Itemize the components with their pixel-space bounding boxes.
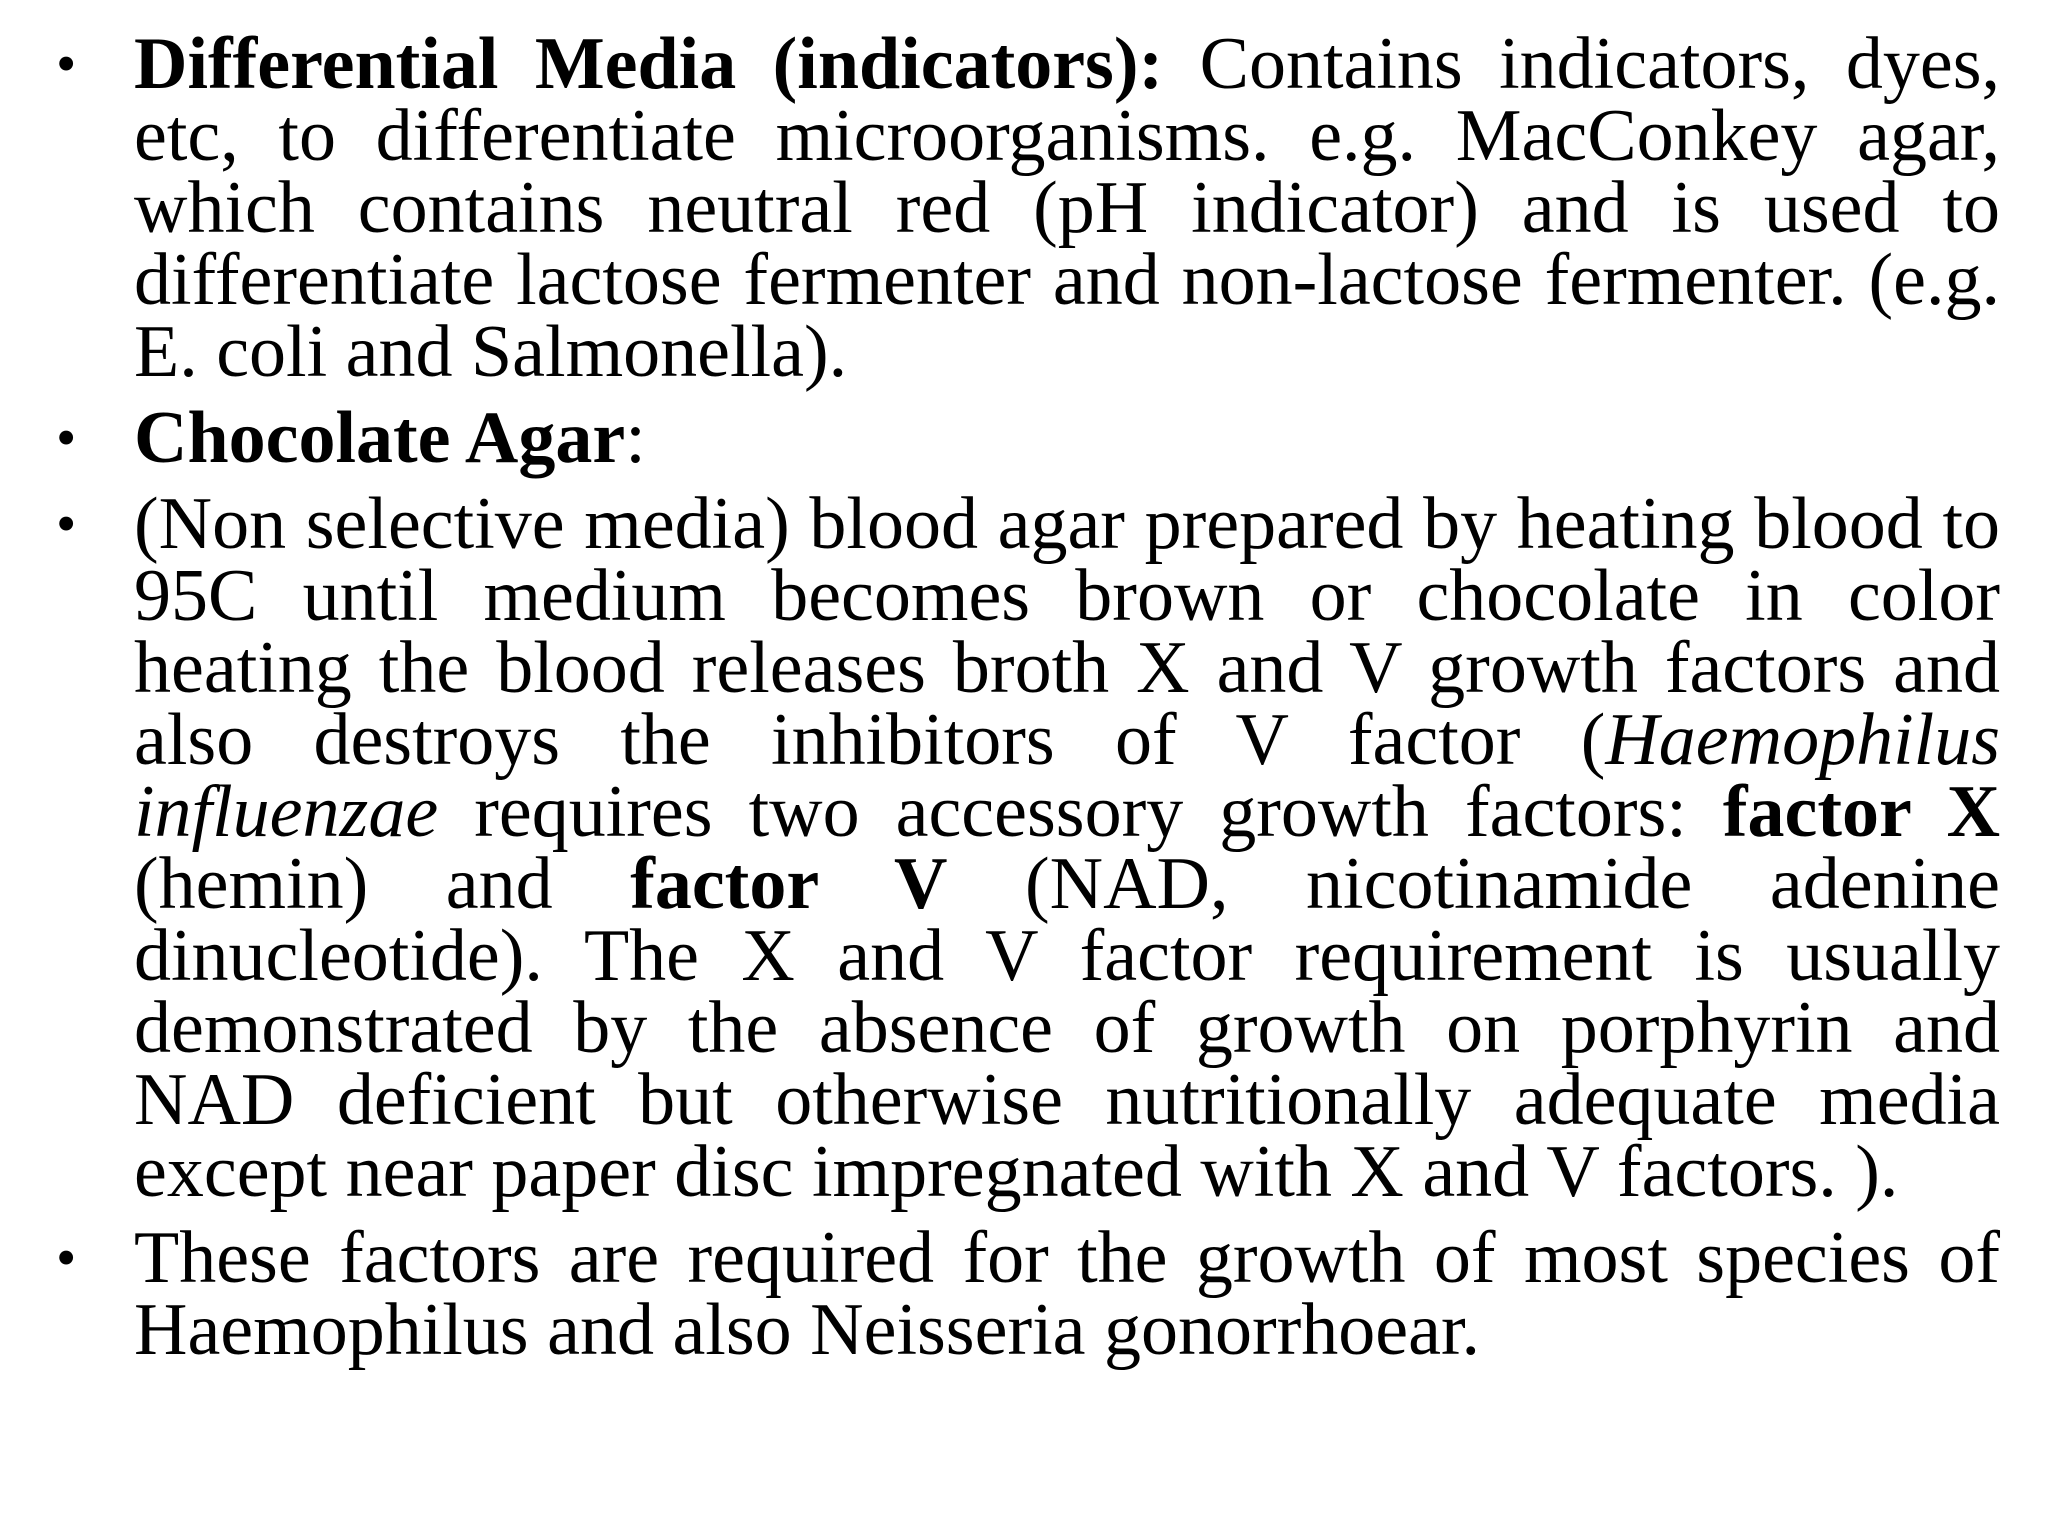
organism-name: Haemophilus influenzae xyxy=(134,699,2000,853)
bullet-dot-icon: • xyxy=(56,1225,77,1290)
bullet-text: Contains indicators, dyes, etc, to differentiate microorganisms. e.g. MacConkey agar, which contains neutral red (pH indicator) and is used to differentiate lactose fermenter and non-lactose fermenter. (e.g. E. coli and Salmonella). xyxy=(134,23,2001,393)
bullet-text-part4: (NAD, nicotinamide adenine dinucleotide). The X and V factor requirement is usually demonstrated by the absence of growth on porphyrin and NAD deficient but otherwise nutritionally adequate media except near paper disc impregnated with X and V factors. ). xyxy=(134,843,2001,1213)
bullet-non-selective-media xyxy=(56,483,2001,1213)
bullet-text-part1: (Non selective media) blood agar prepared by heating blood to 95C until medium becomes brown or chocolate in color heating the blood releases broth X and V growth factors and also destroys the inhibitors of V factor ( xyxy=(134,483,2000,781)
bullet-heading: Differential Media (indicators): xyxy=(134,23,1164,105)
bullet-dot-icon: • xyxy=(56,491,77,556)
bullet-list xyxy=(56,23,2001,1380)
bullet-differential-media xyxy=(56,23,2001,393)
bullet-text: These factors are required for the growth of most species of Haemophilus and also Neisseria gonorrhoear. xyxy=(134,1217,2000,1371)
bullet-dot-icon: • xyxy=(56,31,77,96)
bullet-dot-icon: • xyxy=(56,405,77,470)
bullet-text: : xyxy=(625,397,646,479)
bullet-text-part2: requires two accessory growth factors: xyxy=(438,771,1723,853)
bullet-growth-factors xyxy=(56,1217,2000,1371)
bullet-chocolate-agar xyxy=(56,397,2000,479)
factor-v-term: factor V xyxy=(630,843,948,925)
bullet-text-part3: (hemin) and xyxy=(134,843,631,925)
factor-x-term: factor X xyxy=(1722,771,2001,853)
bullet-heading: Chocolate Agar xyxy=(134,397,626,479)
